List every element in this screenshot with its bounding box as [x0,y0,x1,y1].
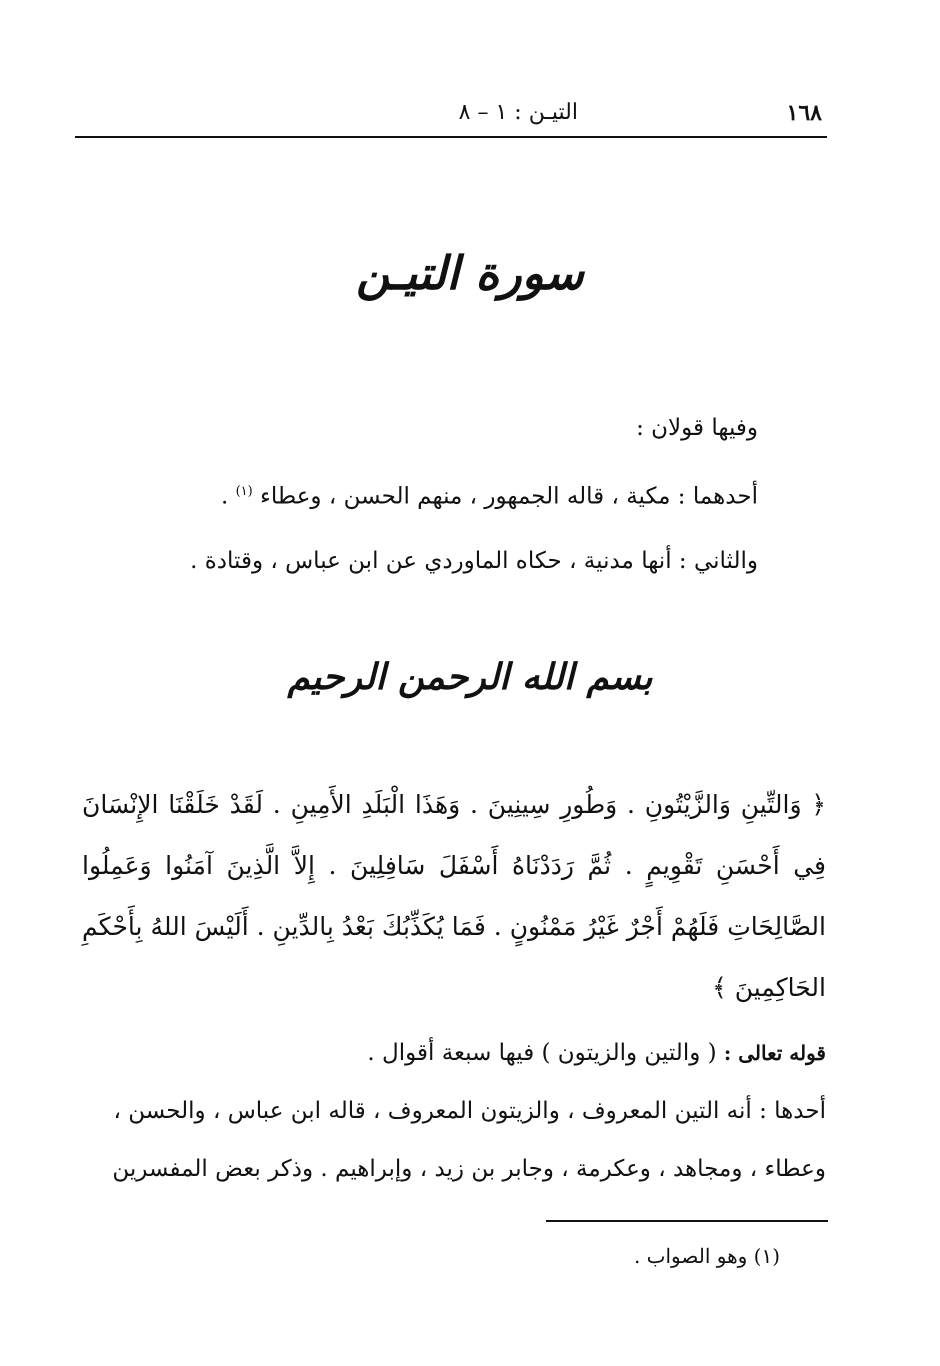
intro-line-2-text: أحدهما : مكية ، قاله الجمهور ، منهم الحسن ، وعطاء [260,483,758,510]
footnote-rule [546,1220,828,1222]
page-header [80,96,828,136]
intro-line-2-end: . [220,483,236,510]
commentary-line-1-rest: ( والتين والزيتون ) فيها سبعة أقوال . [367,1040,724,1066]
intro-line-3: والثاني : أنها مدنية ، حكاه الماوردي عن ابن عباس ، وقتادة . [190,547,758,574]
commentary-line-3: وعطاء ، ومجاهد ، وعكرمة ، وجابر بن زيد ، وإبراهيم . وذكر بعض المفسرين [112,1156,826,1182]
footnote: (١) وهو الصواب . [633,1244,780,1268]
intro-block [158,396,758,593]
intro-line-1: وفيها قولان : [636,415,758,441]
intro-line-2 [158,460,758,529]
commentary-line-1 [82,1024,826,1082]
surah-title: سورة التيـن [356,246,584,300]
commentary-lead: قوله تعالى : [723,1041,826,1065]
footnote-marker: (١) [235,484,253,499]
verses-text: ﴿ وَالتِّينِ وَالزَّيْتُونِ . وَطُورِ سِينِينَ . وَهَذَا الْبَلَدِ الأَمِينِ . لَقَدْ خَلَقْنَا الإِنْسَانَ فِي أَحْسَنِ تَقْوِيمٍ . ثُمَّ رَدَدْنَاهُ أَسْفَلَ سَافِلِينَ . إِلاَّ الَّذِينَ آمَنُوا وَعَمِلُوا الصَّالِحَاتِ فَلَهُمْ أَجْرٌ غَيْرُ مَمْنُونٍ . فَمَا يُكَذِّبُكَ بَعْدُ بِالدِّينِ . أَلَيْسَ اللهُ بِأَحْكَمِ الحَاكِمِينَ ﴾ [82,790,826,1002]
basmala: بسم الله الرحمن الرحيم [287,656,653,698]
page-number: ١٦٨ [786,100,822,126]
commentary-line-2: أحدها : أنه التين المعروف ، والزيتون المعروف ، قاله ابن عباس ، والحسن ، [113,1098,826,1124]
running-head: التيـن : ١ – ٨ [458,100,578,125]
commentary-block [82,1024,826,1198]
header-rule [75,136,827,138]
quran-verses [82,774,826,1018]
